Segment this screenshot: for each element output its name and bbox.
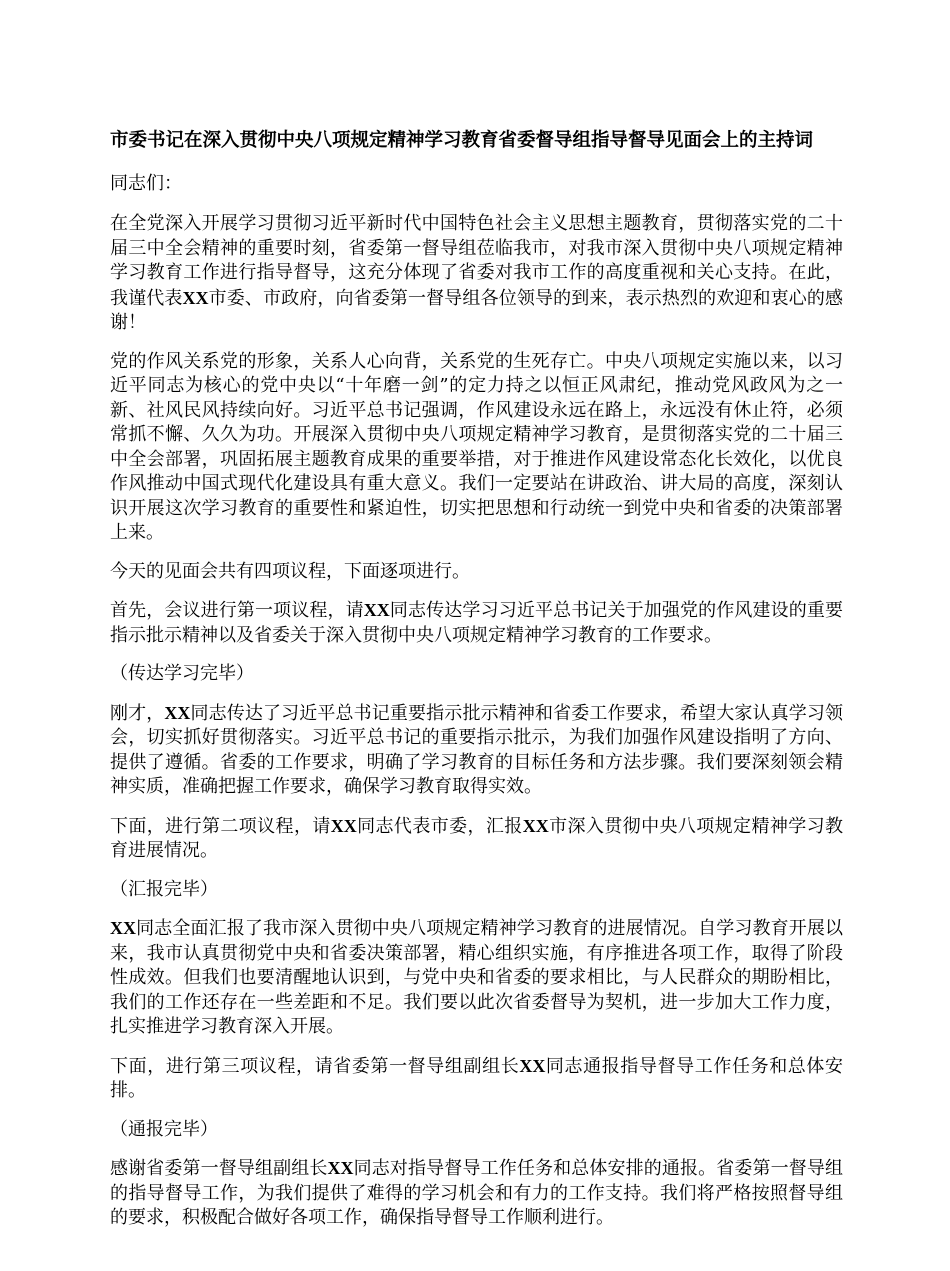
placeholder-token: XX bbox=[327, 1158, 354, 1178]
paragraph-aside-report-done: （汇报完毕） bbox=[110, 878, 218, 900]
placeholder-token: XX bbox=[164, 702, 191, 723]
paragraph-comment-after-transmission: 刚才，XX同志传达了习近平总书记重要指示批示精神和省委工作要求，希望大家认真学习领会，切实抓好贯彻落实。习近平总书记的重要指示批示，为我们加强作风建设指明了方向、提供了遵循。省委的工作要求，明确了学习教育的目标任务和方法步骤。我们要深刻领会精神实质，准确把握工作要求，确保学习教育取得实效。 bbox=[110, 702, 844, 797]
placeholder-token: XX bbox=[330, 815, 357, 836]
placeholder-token: XX bbox=[110, 918, 136, 938]
paragraph-agenda-item-2: 下面，进行第二项议程，请XX同志代表市委，汇报XX市深入贯彻中央八项规定精神学习教育进展情况。 bbox=[110, 815, 844, 861]
placeholder-token: XX bbox=[522, 815, 549, 836]
placeholder-token: XX bbox=[182, 287, 209, 308]
paragraph-agenda-item-1: 首先，会议进行第一项议程，请XX同志传达学习习近平总书记关于加强党的作风建设的重要指示批示精神以及省委关于深入贯彻中央八项规定精神学习教育的工作要求。 bbox=[110, 600, 843, 646]
placeholder-token: XX bbox=[519, 1055, 546, 1076]
document-title: 市委书记在深入贯彻中央八项规定精神学习教育省委督导组指导督导见面会上的主持词 bbox=[110, 130, 814, 151]
paragraph-significance: 党的作风关系党的形象，关系人心向背，关系党的生死存亡。中央八项规定实施以来，以习近平同志为核心的党中央以“十年磨一剑”的定力持之以恒正风肃纪，推动党风政风为之一新、社风民风持续向好。习近平总书记强调，作风建设永远在路上，永远没有休止符，必须常抓不懈、久久为功。开展深入贯彻中央八项规定精神学习教育，是贯彻落实党的二十届三中全会部署，巩固拓展主题教育成果的重要举措，对于推进作风建设常态化长效化，以优良作风推动中国式现代化建设具有重大意义。我们一定要站在讲政治、讲大局的高度，深刻认识开展这次学习教育的重要性和紧迫性，切实把思想和行动统一到党中央和省委的决策部署上来。 bbox=[110, 350, 843, 543]
paragraph-agenda-overview: 今天的见面会共有四项议程，下面逐项进行。 bbox=[110, 560, 470, 582]
paragraph-comment-after-report: XX同志全面汇报了我市深入贯彻中央八项规定精神学习教育的进展情况。自学习教育开展以来，我市认真贯彻党中央和省委决策部署，精心组织实施，有序推进各项工作，取得了阶段性成效。但我们也要清醒地认识到，与党中央和省委的要求相比，与人民群众的期盼相比，我们的工作还存在一些差距和不足。我们要以此次省委督导为契机，进一步加大工作力度，扎实推进学习教育深入开展。 bbox=[110, 918, 843, 1037]
paragraph-opening-welcome: 在全党深入开展学习贯彻习近平新时代中国特色社会主义思想主题教育，贯彻落实党的二十届三中全会精神的重要时刻，省委第一督导组莅临我市，对我市深入贯彻中央八项规定精神学习教育工作进行指导督导，这充分体现了省委对我市工作的高度重视和关心支持。在此，我谨代表XX市委、市政府，向省委第一督导组各位领导的到来，表示热烈的欢迎和衷心的感谢！ bbox=[110, 213, 843, 333]
paragraph-agenda-item-3: 下面，进行第三项议程，请省委第一督导组副组长XX同志通报指导督导工作任务和总体安排。 bbox=[110, 1055, 844, 1101]
salutation: 同志们： bbox=[110, 173, 182, 194]
paragraph-aside-briefing-done: （通报完毕） bbox=[110, 1118, 218, 1140]
placeholder-token: XX bbox=[363, 600, 390, 620]
paragraph-comment-after-briefing: 感谢省委第一督导组副组长XX同志对指导督导工作任务和总体安排的通报。省委第一督导组的指导督导工作，为我们提供了难得的学习机会和有力的工作支持。我们将严格按照督导组的要求，积极配合做好各项工作，确保指导督导工作顺利进行。 bbox=[110, 1158, 844, 1228]
paragraph-aside-transmission-done: （传达学习完毕） bbox=[110, 663, 254, 684]
document-body bbox=[110, 212, 843, 1231]
